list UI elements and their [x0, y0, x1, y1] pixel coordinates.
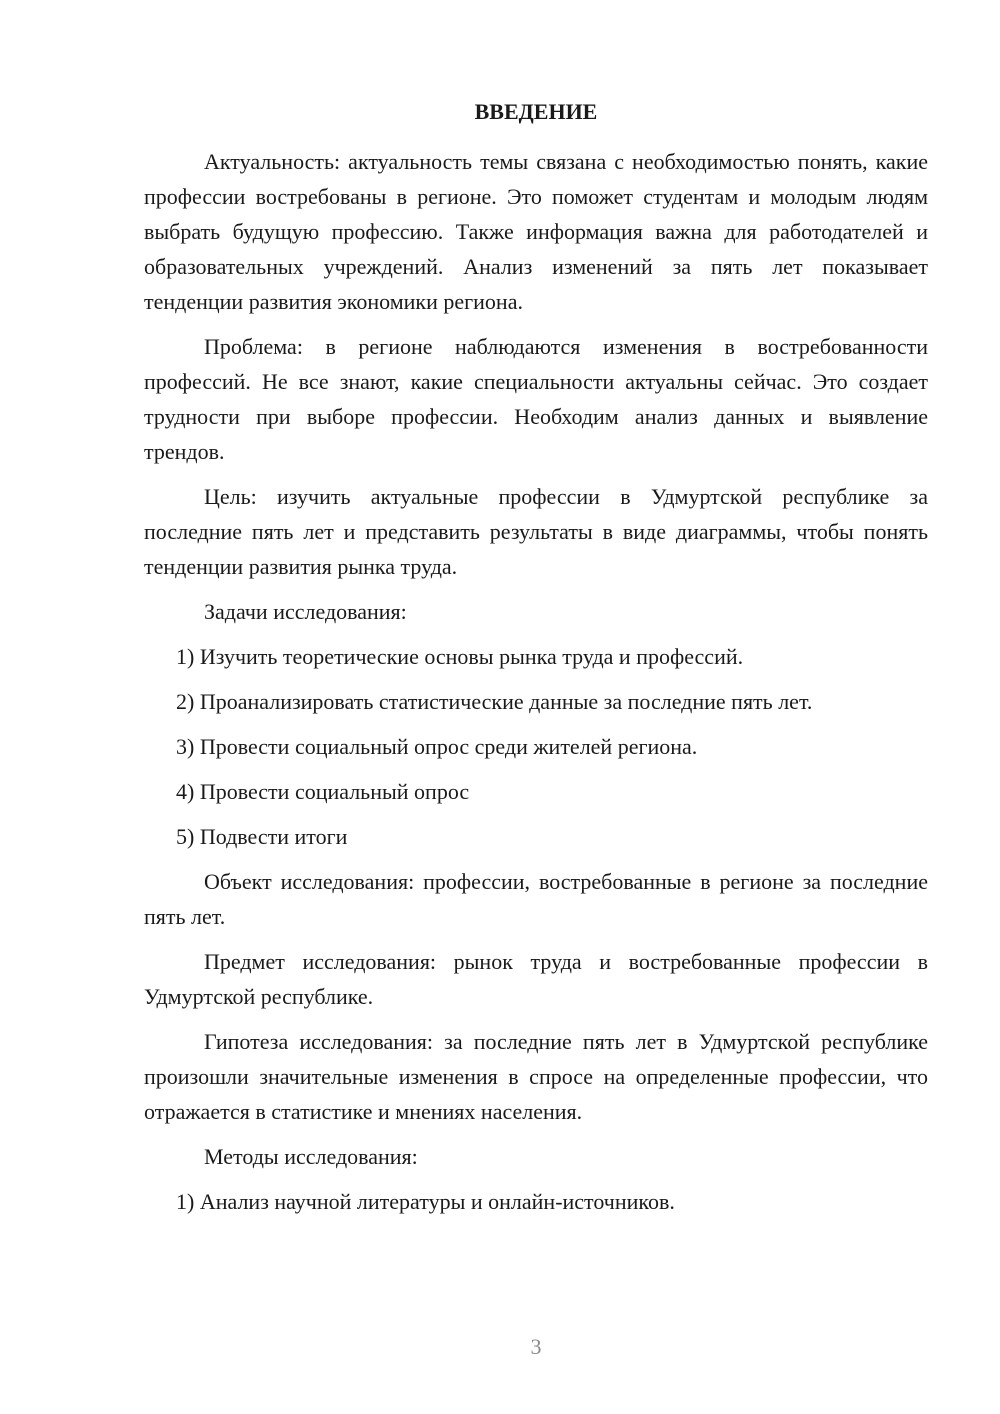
tasks-label: Задачи исследования: — [204, 599, 407, 624]
relevance-paragraph: Актуальность: актуальность темы связана с необходимостью понять, какие профессии востребованы в регионе. Это поможет студентам и молодым людям выбрать будущую профессию. Также информация важна для работодателей и образовательных учреждений. Анализ изменений за пять лет показывает тенденции развития экономики региона. — [144, 149, 928, 314]
hypothesis-paragraph: Гипотеза исследования: за последние пять лет в Удмуртской республике произошли значительные изменения в спросе на определенные профессии, что отражается в статистике и мнениях населения. — [144, 1029, 928, 1124]
goal-paragraph: Цель: изучить актуальные профессии в Удмуртской республике за последние пять лет и представить результаты в виде диаграммы, чтобы понять тенденции развития рынка труда. — [144, 484, 928, 579]
task-item: 4) Провести социальный опрос — [176, 779, 470, 804]
problem-paragraph: Проблема: в регионе наблюдаются изменения в востребованности профессий. Не все знают, какие специальности актуальны сейчас. Это создает трудности при выборе профессии. Необходим анализ данных и выявление трендов. — [144, 334, 928, 464]
method-item: 1) Анализ научной литературы и онлайн-источников. — [176, 1189, 675, 1214]
document-body — [144, 94, 928, 1229]
task-item: 5) Подвести итоги — [176, 824, 348, 849]
task-item: 1) Изучить теоретические основы рынка труда и профессий. — [176, 644, 744, 669]
section-heading: ВВЕДЕНИЕ — [474, 99, 598, 124]
object-paragraph: Объект исследования: профессии, востребованные в регионе за последние пять лет. — [144, 869, 928, 929]
methods-label: Методы исследования: — [204, 1144, 418, 1169]
page-number: 3 — [530, 1334, 542, 1359]
task-item: 2) Проанализировать статистические данные за последние пять лет. — [176, 689, 813, 714]
task-item: 3) Провести социальный опрос среди жителей региона. — [176, 734, 698, 759]
subject-paragraph: Предмет исследования: рынок труда и востребованные профессии в Удмуртской республике. — [144, 949, 928, 1009]
